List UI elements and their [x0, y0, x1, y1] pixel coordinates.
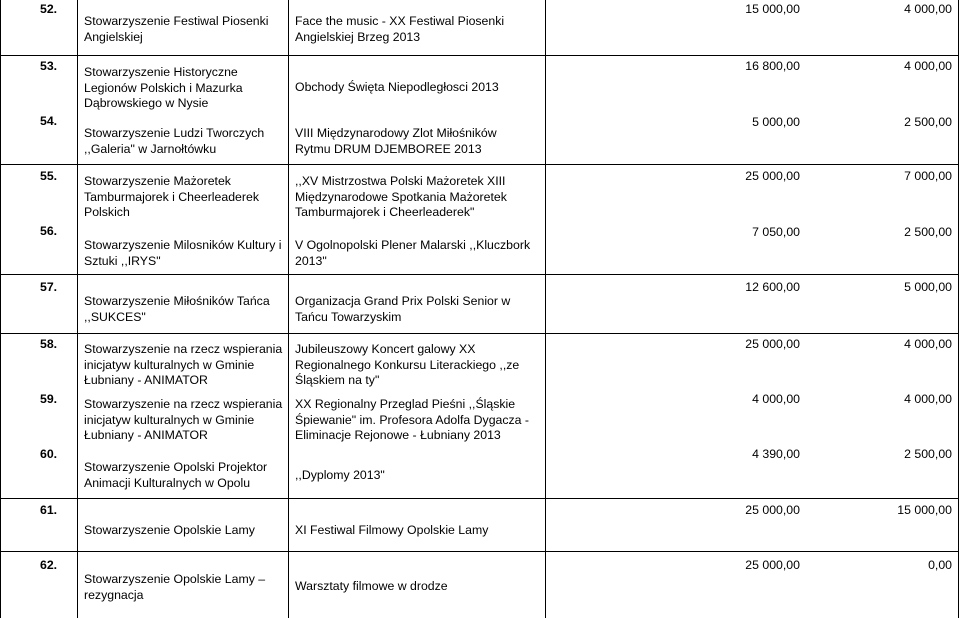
project-name: Warsztaty filmowe w drodze: [295, 579, 448, 593]
column-divider: [0, 0, 1, 618]
organization-name: Stowarzyszenie Mażoretek Tamburmajorek i Cheerleaderek Polskich: [84, 174, 259, 219]
grant-amount: 4 000,00: [904, 59, 952, 73]
organization-name: Stowarzyszenie Miłośników Tańca ,,SUKCES": [84, 294, 270, 324]
project-name: Jubileuszowy Koncert galowy XX Regionalnego Konkursu Literackiego ,,ze Śląskiem na ty": [295, 342, 520, 387]
project-name: ,,XV Mistrzostwa Polski Mażoretek XIII Międzynarodowe Spotkania Mażoretek Tamburmajorek i Cheerleaderek": [295, 174, 507, 219]
organization-name: Stowarzyszenie Festiwal Piosenki Angielskiej: [84, 14, 269, 44]
row-number: 58.: [40, 337, 58, 351]
project-name: Obchody Święta Niepodległosci 2013: [295, 80, 499, 94]
row-divider: [0, 551, 959, 552]
grant-amount: 4 000,00: [904, 337, 952, 351]
organization-name: Stowarzyszenie Ludzi Tworczych ,,Galeria" w Jarnołtówku: [84, 126, 265, 156]
organization-name: Stowarzyszenie Opolskie Lamy: [84, 523, 255, 537]
row-number: 56.: [40, 224, 58, 238]
row-number: 54.: [40, 114, 58, 128]
grant-amount: 2 500,00: [904, 115, 952, 129]
project-name: V Ogolnopolski Plener Malarski ,,Kluczbork 2013": [295, 238, 531, 268]
column-divider: [288, 0, 289, 618]
project-name: ,,Dyplomy 2013": [295, 468, 385, 482]
organization-name: Stowarzyszenie Milosników Kultury i Sztuki ,,IRYS": [84, 238, 282, 268]
project-name: Organizacja Grand Prix Polski Senior w Tańcu Towarzyskim: [295, 294, 511, 324]
total-cost: 25 000,00: [745, 503, 800, 517]
column-divider: [77, 0, 78, 618]
total-cost: 7 050,00: [752, 225, 800, 239]
row-number: 59.: [40, 392, 58, 406]
organization-name: Stowarzyszenie na rzecz wspierania inicjatyw kulturalnych w Gminie Łubniany - ANIMATOR: [84, 342, 283, 387]
total-cost: 25 000,00: [745, 337, 800, 351]
grant-amount: 4 000,00: [904, 392, 952, 406]
row-divider: [0, 498, 959, 499]
row-number: 55.: [40, 169, 58, 183]
total-cost: 12 600,00: [745, 280, 800, 294]
grant-amount: 7 000,00: [904, 169, 952, 183]
row-number: 57.: [40, 280, 58, 294]
row-number: 61.: [40, 503, 58, 517]
project-name: XI Festiwal Filmowy Opolskie Lamy: [295, 523, 489, 537]
row-divider: [0, 164, 959, 165]
grant-amount: 15 000,00: [897, 503, 952, 517]
grant-amount: 0,00: [928, 558, 952, 572]
row-number: 53.: [40, 59, 58, 73]
column-divider: [545, 0, 546, 618]
project-name: XX Regionalny Przeglad Pieśni ,,Śląskie Śpiewanie" im. Profesora Adolfa Dygacza - Eliminacje Rejonowe - Łubniany 2013: [295, 397, 530, 442]
organization-name: Stowarzyszenie Opolskie Lamy – rezygnacja: [84, 572, 266, 602]
row-number: 62.: [40, 558, 58, 572]
total-cost: 25 000,00: [745, 169, 800, 183]
grant-amount: 5 000,00: [904, 280, 952, 294]
project-name: VIII Międzynarodowy Zlot Miłośników Rytmu DRUM DJEMBOREE 2013: [295, 126, 497, 156]
total-cost: 16 800,00: [745, 59, 800, 73]
row-divider: [0, 274, 959, 275]
project-name: Face the music - XX Festiwal Piosenki Angielskiej Brzeg 2013: [295, 14, 505, 44]
organization-name: Stowarzyszenie Opolski Projektor Animacji Kulturalnych w Opolu: [84, 460, 268, 490]
grant-amount: 2 500,00: [904, 225, 952, 239]
grant-amount: 4 000,00: [904, 2, 952, 16]
row-number: 52.: [40, 2, 58, 16]
total-cost: 15 000,00: [745, 2, 800, 16]
organization-name: Stowarzyszenie Historyczne Legionów Polskich i Mazurka Dąbrowskiego w Nysie: [84, 65, 243, 110]
total-cost: 25 000,00: [745, 558, 800, 572]
total-cost: 5 000,00: [752, 115, 800, 129]
total-cost: 4 390,00: [752, 447, 800, 461]
total-cost: 4 000,00: [752, 392, 800, 406]
grant-amount: 2 500,00: [904, 447, 952, 461]
row-divider: [0, 333, 959, 334]
row-divider: [0, 55, 959, 56]
organization-name: Stowarzyszenie na rzecz wspierania inicjatyw kulturalnych w Gminie Łubniany - ANIMATOR: [84, 397, 283, 442]
row-number: 60.: [40, 447, 58, 461]
